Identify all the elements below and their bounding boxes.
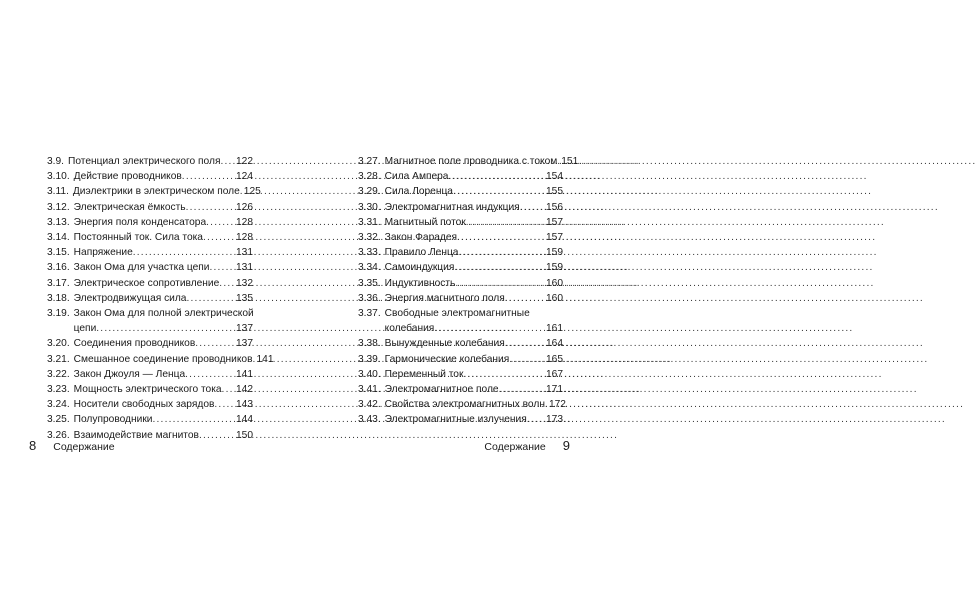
- toc-entry[interactable]: [47, 169, 253, 184]
- toc-number: 3.30.: [358, 201, 381, 213]
- dot-leader: [209, 260, 236, 275]
- dot-leader: [186, 291, 236, 306]
- toc-page-number: 142: [236, 384, 253, 396]
- toc-page-number: 141: [236, 368, 253, 380]
- toc-number: 3.35.: [358, 277, 381, 289]
- toc-number: 3.34.: [358, 262, 381, 274]
- toc-title: Сила Лоренца: [384, 186, 453, 198]
- dot-leader: [96, 321, 236, 336]
- toc-page-number: 173: [546, 414, 563, 426]
- dot-leader: [220, 154, 236, 169]
- toc-number: 3.18.: [47, 292, 70, 304]
- dot-leader: [457, 230, 546, 245]
- running-title: Содержание: [484, 441, 546, 453]
- toc-title: Соединения проводников: [73, 338, 196, 350]
- toc-number: 3.11.: [47, 186, 69, 198]
- dot-leader: [454, 260, 546, 275]
- toc-entry[interactable]: [358, 276, 563, 291]
- page-footer: [484, 438, 570, 453]
- dot-leader: [206, 215, 236, 230]
- toc-number: 3.36.: [358, 292, 381, 304]
- toc-page-number: 167: [546, 368, 563, 380]
- toc-number: 3.24.: [47, 399, 70, 411]
- dot-leader: [182, 169, 236, 184]
- toc-entry[interactable]: [358, 412, 563, 427]
- toc-title: Закон Ома для участка цепи: [73, 262, 210, 274]
- toc-page-number: 159: [546, 247, 563, 259]
- toc-page-number: 157: [546, 216, 563, 228]
- toc-entry[interactable]: [47, 245, 253, 260]
- toc-number: 3.41.: [358, 384, 381, 396]
- toc-number: 3.9.: [47, 156, 64, 167]
- toc-title: Закон Фарадея: [384, 232, 458, 244]
- toc-number: 3.25.: [47, 414, 70, 426]
- toc-list: [47, 154, 274, 443]
- toc-number: 3.29.: [358, 186, 381, 198]
- dot-leader: [463, 367, 546, 382]
- dot-leader: [133, 245, 236, 260]
- toc-title: Смешанное соединение проводников: [73, 353, 253, 365]
- dot-leader: [185, 367, 236, 382]
- toc-title: Магнитное поле проводника с током: [384, 156, 558, 167]
- toc-entry[interactable]: [47, 367, 253, 382]
- toc-page-number: 164: [546, 338, 563, 350]
- page-footer: [29, 438, 115, 453]
- toc-title: Действие проводников: [73, 171, 182, 183]
- toc-number: 3.23.: [47, 384, 70, 396]
- dot-leader: [203, 230, 236, 245]
- toc-number: 3.39.: [358, 353, 381, 365]
- dot-leader: [466, 215, 546, 230]
- left-page: [0, 0, 300, 600]
- toc-entry[interactable]: [47, 352, 274, 367]
- toc-title: Сила Ампера: [384, 171, 449, 183]
- dot-leader: [222, 382, 236, 397]
- toc-entry[interactable]: [47, 291, 253, 306]
- toc-page-number: 125: [243, 186, 261, 198]
- toc-number: 3.13.: [47, 216, 70, 228]
- toc-list: [358, 154, 579, 428]
- toc-page-number: 151: [561, 156, 579, 167]
- dot-leader: [499, 382, 546, 397]
- toc-entry[interactable]: [47, 397, 253, 412]
- dot-leader: [214, 397, 236, 412]
- dot-leader: [186, 200, 236, 215]
- toc-title: Электродвижущая сила: [73, 292, 187, 304]
- toc-page-number: 137: [236, 323, 253, 335]
- toc-page-number: 124: [236, 171, 253, 183]
- toc-entry[interactable]: [47, 260, 253, 275]
- toc-entry[interactable]: [358, 184, 563, 199]
- toc-title: Электромагнитные излучения: [384, 414, 527, 426]
- page-number: 9: [562, 438, 570, 453]
- toc-number: 3.31.: [358, 216, 381, 228]
- running-title: Содержание: [53, 441, 115, 453]
- toc-entry[interactable]: [358, 260, 563, 275]
- toc-number: 3.19.: [47, 308, 70, 320]
- dot-leader: [434, 321, 546, 336]
- toc-number: 3.37.: [358, 308, 381, 320]
- dot-leader: [448, 169, 546, 184]
- toc-title: Взаимодействие магнитов: [73, 429, 199, 441]
- toc-title: Электромагнитное поле: [384, 384, 499, 396]
- toc-entry[interactable]: [358, 245, 563, 260]
- toc-page-number: 160: [546, 277, 563, 289]
- toc-page-number: 126: [236, 201, 253, 213]
- toc-entry[interactable]: [358, 336, 563, 351]
- toc-page-number: 137: [236, 338, 253, 350]
- toc-title: Потенциал электрического поля: [68, 156, 221, 167]
- toc-title: Энергия магнитного поля: [384, 292, 505, 304]
- dot-leader: [505, 336, 546, 351]
- toc-entry[interactable]: [47, 412, 253, 427]
- toc-number: 3.28.: [358, 171, 381, 183]
- toc-title-continuation: цепи: [73, 323, 97, 335]
- toc-page-number: 131: [236, 247, 253, 259]
- toc-page-number: 150: [236, 429, 253, 441]
- dot-leader: [453, 184, 546, 199]
- toc-number: 3.20.: [47, 338, 70, 350]
- toc-page-number: 144: [236, 414, 253, 426]
- toc-title: Правило Ленца: [384, 247, 459, 259]
- toc-number: 3.27.: [358, 156, 381, 167]
- toc-page-number: 165: [546, 353, 563, 365]
- toc-title: Постоянный ток. Сила тока: [73, 232, 203, 244]
- toc-page-number: 157: [546, 232, 563, 244]
- toc-entry[interactable]: [47, 336, 253, 351]
- toc-title: Мощность электрического тока: [73, 384, 222, 396]
- toc-page-number: 132: [236, 277, 253, 289]
- toc-title: Носители свободных зарядов: [73, 399, 215, 411]
- page-number: 8: [29, 438, 37, 453]
- toc-page-number: 155: [546, 186, 563, 198]
- toc-number: 3.10.: [47, 171, 70, 183]
- toc-page-number: 135: [236, 292, 253, 304]
- toc-title: Свободные электромагнитные: [384, 308, 530, 320]
- toc-entry[interactable]: [47, 154, 253, 169]
- right-page: [300, 0, 600, 600]
- dot-leader: [458, 245, 546, 260]
- dot-leader: [509, 352, 546, 367]
- toc-entry[interactable]: [47, 382, 253, 397]
- toc-entry[interactable]: [358, 306, 563, 336]
- toc-page-number: 160: [546, 292, 563, 304]
- toc-title: Свойства электромагнитных волн: [384, 399, 545, 411]
- toc-title: Электрическое сопротивление: [73, 277, 220, 289]
- toc-number: 3.43.: [358, 414, 381, 426]
- toc-title-continuation: колебания: [384, 323, 435, 335]
- toc-page-number: 154: [546, 171, 563, 183]
- toc-entry[interactable]: [358, 154, 579, 169]
- toc-title: Вынужденные колебания: [384, 338, 505, 350]
- toc-title: Самоиндукция: [384, 262, 455, 274]
- toc-title: Закон Джоуля — Ленца: [73, 368, 186, 380]
- toc-entry[interactable]: [358, 215, 563, 230]
- dot-leader: [195, 336, 236, 351]
- toc-title: Гармонические колебания: [384, 353, 510, 365]
- toc-entry[interactable]: [47, 200, 253, 215]
- toc-page-number: 156: [546, 201, 563, 213]
- toc-number: 3.38.: [358, 338, 381, 350]
- toc-page-number: 131: [236, 262, 253, 274]
- dot-leader: [152, 412, 236, 427]
- toc-number: 3.15.: [47, 247, 70, 259]
- toc-number: 3.22.: [47, 368, 70, 380]
- toc-entry[interactable]: [358, 367, 563, 382]
- dot-leader: [527, 412, 546, 427]
- toc-page-number: 128: [236, 232, 253, 244]
- dot-leader: [505, 291, 546, 306]
- toc-title: Закон Ома для полной электрической: [73, 308, 254, 320]
- toc-title: Энергия поля конденсатора: [73, 216, 207, 228]
- toc-page-number: 172: [548, 399, 566, 411]
- toc-entry[interactable]: [47, 184, 261, 199]
- toc-title: Полупроводники: [73, 414, 153, 426]
- toc-page-number: 161: [546, 323, 563, 335]
- toc-page-number: 143: [236, 399, 253, 411]
- toc-number: 3.26.: [47, 429, 70, 441]
- toc-number: 3.16.: [47, 262, 70, 274]
- toc-entry[interactable]: [47, 306, 253, 336]
- toc-entry[interactable]: [358, 397, 566, 412]
- toc-number: 3.14.: [47, 232, 70, 244]
- toc-entry[interactable]: [358, 382, 563, 397]
- toc-number: 3.12.: [47, 201, 70, 213]
- toc-entry[interactable]: [358, 200, 563, 215]
- toc-title: Напряжение: [73, 247, 133, 259]
- toc-entry[interactable]: [358, 230, 563, 245]
- toc-page-number: 128: [236, 216, 253, 228]
- toc-entry[interactable]: [358, 169, 563, 184]
- toc-entry[interactable]: [47, 276, 253, 291]
- toc-entry[interactable]: [47, 230, 253, 245]
- toc-page-number: 141: [256, 353, 274, 365]
- toc-title: Электрическая ёмкость: [73, 201, 186, 213]
- toc-number: 3.33.: [358, 247, 381, 259]
- toc-number: 3.32.: [358, 232, 381, 244]
- toc-entry[interactable]: [358, 291, 563, 306]
- toc-page-number: 159: [546, 262, 563, 274]
- toc-entry[interactable]: [358, 352, 563, 367]
- dot-leader: [520, 200, 546, 215]
- toc-number: 3.17.: [47, 277, 70, 289]
- toc-title: Индуктивность: [384, 277, 456, 289]
- toc-page-number: 171: [546, 384, 563, 396]
- toc-title: Диэлектрики в электрическом поле: [72, 186, 240, 198]
- toc-title: Магнитный поток: [384, 216, 466, 228]
- toc-title: Переменный ток: [384, 368, 464, 380]
- toc-entry[interactable]: [47, 215, 253, 230]
- dot-leader: [219, 276, 236, 291]
- toc-number: 3.21.: [47, 353, 70, 365]
- toc-number: 3.40.: [358, 368, 381, 380]
- dot-leader: [199, 428, 236, 443]
- dot-leader: [455, 276, 546, 291]
- toc-number: 3.42.: [358, 399, 381, 411]
- toc-title: Электромагнитная индукция: [384, 201, 520, 213]
- toc-page-number: 122: [236, 156, 253, 167]
